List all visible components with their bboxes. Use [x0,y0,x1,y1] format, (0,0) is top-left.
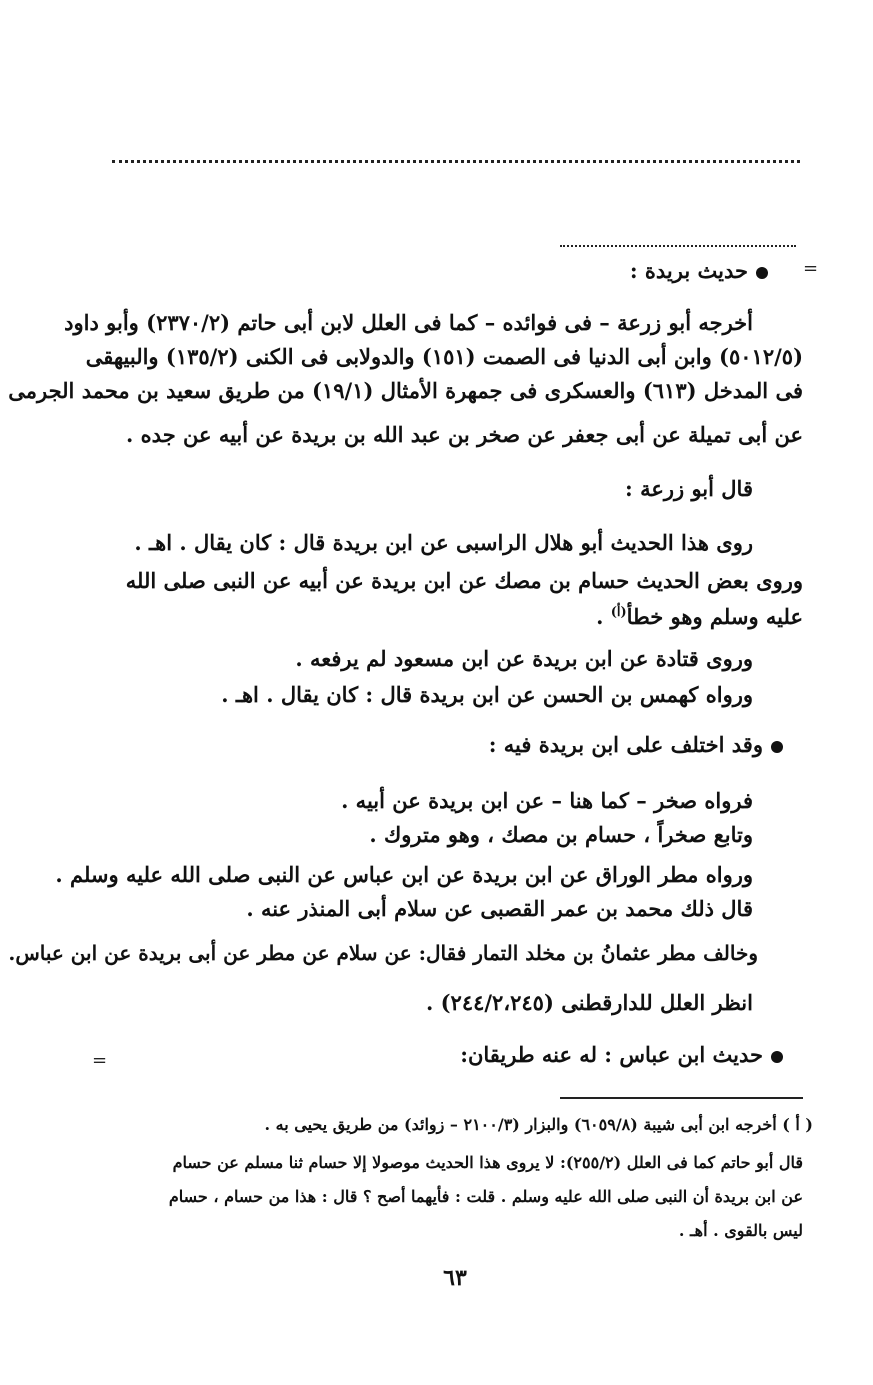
section-heading-ikhtilaf: وقد اختلف على ابن بريدة فيه : [489,730,783,760]
quote-line: وروى بعض الحديث حسام بن مصك عن ابن بريدة عن أبيه عن النبى صلى الله [125,568,803,593]
page-number: ٦٣ [443,1265,467,1291]
para-line: عن أبى تميلة عن أبى جعفر عن صخر بن عبد الله بن بريدة عن أبيه عن جده . [126,422,803,447]
quote-line: روى هذا الحديث أبو هلال الراسبى عن ابن بريدة قال : كان يقال . اهـ . [134,530,753,555]
para-line: أخرجه أبو زرعة – فى فوائده – كما فى العلل لابن أبى حاتم (٢٣٧٠/٢) وأبو داود [64,310,753,335]
variant-line: ورواه مطر الوراق عن ابن بريدة عن ابن عباس عن النبى صلى الله عليه وسلم . [55,862,753,887]
footnote-line: ( أ ) أخرجه ابن أبى شيبة (٦٠٥٩/٨) والبزار (٢١٠٠/٣ – زوائد) من طريق يحيى به . [264,1115,813,1134]
para-line: فى المدخل (٦١٣) والعسكرى فى جمهرة الأمثال (١٩/١) من طريق سعيد بن محمد الجرمى [8,378,803,403]
bullet-icon [756,267,768,279]
quote-line: ورواه كهمس بن الحسن عن ابن بريدة قال : كان يقال . اهـ . [221,682,753,707]
variant-line: قال ذلك محمد بن عمر القصبى عن سلام أبى المنذر عنه . [246,896,753,921]
quote-line: وروى قتادة عن ابن بريدة عن ابن مسعود لم يرفعه . [295,646,753,671]
footnote-line: عن ابن بريدة أن النبى صلى الله عليه وسلم . قلت : فأيهما أصح ؟ قال : هذا من حسام ، حسام [168,1187,803,1206]
variant-line: فرواه صخر – كما هنا – عن ابن بريدة عن أبيه . [341,788,753,813]
abu-zura-intro: قال أبو زرعة : [625,476,753,501]
top-dotted-rule [112,160,800,163]
footnote-line: قال أبو حاتم كما فى العلل (٢٥٥/٢): لا يروى هذا الحديث موصولا إلا حسام ثنا مسلم عن حسام [172,1153,803,1172]
footnote-line: ليس بالقوى . أهـ . [678,1221,803,1240]
quote-line-with-ref: عليه وسلم وهو خطأ$^{(أ)}$ . [596,604,803,629]
footnote-ref[interactable]: (أ) [610,605,627,620]
para-line: (٥٠١٢/٥) وابن أبى الدنيا فى الصمت (١٥١) والدولابى فى الكنى (١٣٥/٢) والبيهقى [85,344,803,369]
margin-mark: = [803,258,819,279]
margin-mark: = [92,1050,108,1071]
section-heading-ibn-abbas: حديث ابن عباس : له عنه طريقان: [460,1040,783,1070]
section-heading-burayda: حديث بريدة : [630,256,768,286]
bullet-icon [771,741,783,753]
variant-line: وخالف مطر عثمانُ بن مخلد التمار فقال: عن سلام عن مطر عن أبى بريدة عن ابن عباس. [8,941,758,965]
section-dotted-rule [560,245,796,247]
footnote-rule [560,1097,803,1099]
variant-line: وتابع صخراً ، حسام بن مصك ، وهو متروك . [369,822,753,847]
bullet-icon [771,1051,783,1063]
variant-line: انظر العلل للدارقطنى (٢٤٤/٢،٢٤٥) . [425,990,753,1015]
